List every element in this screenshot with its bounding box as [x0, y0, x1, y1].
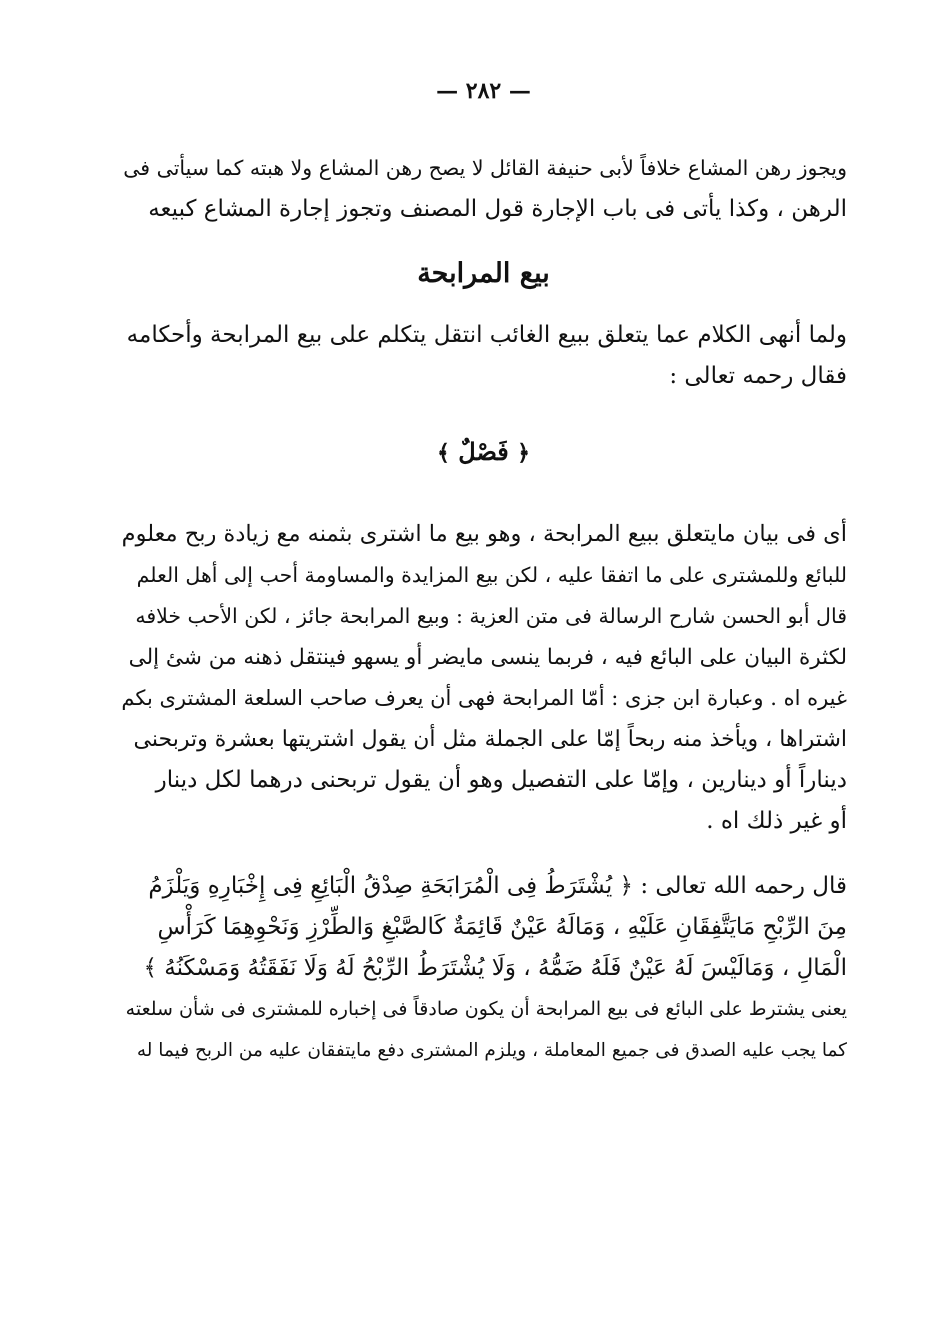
ornate-bracket-open: ﴿ — [517, 440, 530, 466]
text-line: الرهن ، وكذا يأتى فى باب الإجارة قول المصنف وتجوز إجارة المشاع كبيعه — [148, 196, 847, 222]
explanation-paragraph — [120, 514, 847, 842]
text-line: قال أبو الحسن شارح الرسالة فى متن العزية : وبيع المرابحة جائز ، لكن الأحب خلافه — [135, 604, 847, 628]
text-line: أى فى بيان مايتعلق ببيع المرابحة ، وهو بيع ما اشترى بثمنه مع زيادة ربح معلوم — [121, 521, 847, 547]
text-line: اشتراها ، ويأخذ منه ربحاً إمّا على الجملة مثل أن يقول اشتريتها بعشرة وتربحنى — [133, 727, 847, 752]
text-line: غيره اه . وعبارة ابن جزى : أمّا المرابحة فهى أن يعرف صاحب السلعة المشترى بكم — [121, 686, 847, 710]
intro-paragraph — [120, 148, 847, 230]
text-line: فقال رحمه تعالى : — [669, 363, 847, 389]
section-title: بيع المرابحة — [417, 258, 550, 289]
text-line: أو غير ذلك اه . — [706, 808, 847, 834]
text-line: ويجوز رهن المشاع خلافاً لأبى حنيفة القائل لا يصح رهن المشاع ولا هبته كما سيأتى فى — [123, 156, 847, 180]
text-line: ديناراً أو دينارين ، وإمّا على التفصيل وهو أن يقول تربحنى درهما لكل دينار — [155, 767, 847, 793]
text-line: يعنى يشترط على البائع فى بيع المرابحة أن يكون صادقاً فى إخباره للمشترى فى شأن سلعته — [125, 998, 847, 1020]
transition-paragraph — [120, 315, 847, 397]
text-line: الْمَالِ ، وَمَالَيْسَ لَهُ عَيْنٌ فَلَهُ ضَمُّهُ ، وَلَا يُشْتَرَطُ الرِّبْحُ لَهُ وَلَا نَفَقَتُهُ وَمَسْكَنُهُ ﴾ — [143, 955, 847, 981]
text-line: ولما أنهى الكلام عما يتعلق ببيع الغائب انتقل يتكلم على بيع المرابحة وأحكامه — [126, 322, 847, 348]
text-line: كما يجب عليه الصدق فى جميع المعاملة ، ويلزم المشترى دفع مايتفقان عليه من الربح فيما له — [136, 1040, 847, 1061]
text-line: للبائع وللمشترى على ما اتفقا عليه ، لكن بيع المزايدة والمساومة أحب إلى أهل العلم — [136, 563, 847, 587]
ornate-bracket-close: ﴾ — [437, 440, 450, 466]
text-line: لكثرة البيان على البائع فيه ، فربما ينسى مايضر أو يسهو فينتقل ذهنه من شئ إلى — [128, 645, 847, 670]
quote-paragraph — [120, 866, 847, 1071]
fasl-heading — [120, 437, 847, 466]
text-line: مِنَ الرِّبْحِ مَايَتَّفِقَانِ عَلَيْهِ ، وَمَالَهُ عَيْنٌ قَائِمَةٌ كَالصَّبْغِ وَالطِّرْزِ وَنَحْوِهِمَا كَرَأْسِ — [157, 914, 847, 940]
page-number: — ٢٨٢ — — [436, 78, 531, 104]
text-line: قال رحمه الله تعالى : ﴿ يُشْتَرَطُ فِى الْمُرَابَحَةِ صِدْقُ الْبَائِعِ فِى إِخْبَارِهِ وَيَلْزَمُ — [148, 873, 847, 899]
fasl-label: فَصْلٌ — [458, 437, 509, 466]
